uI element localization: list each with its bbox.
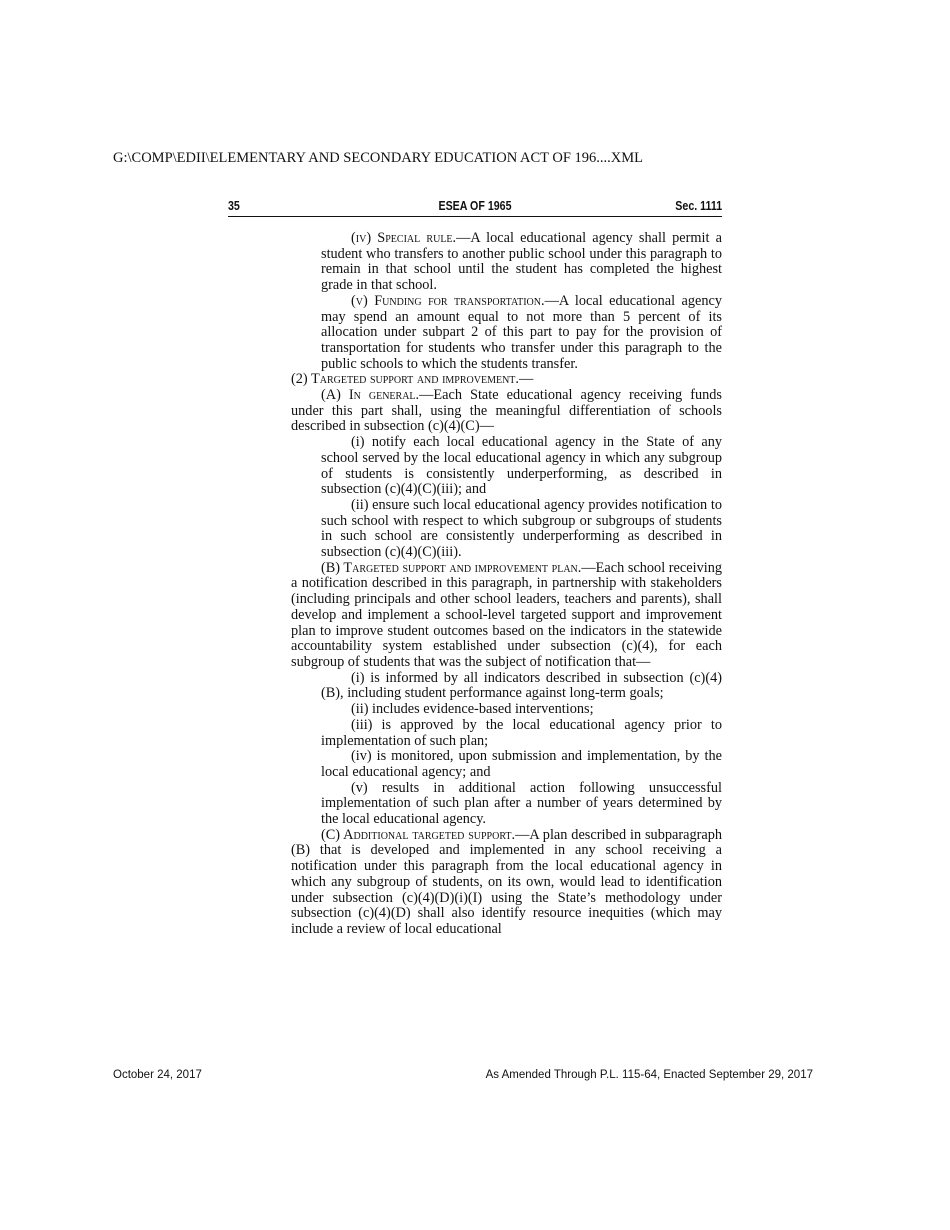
paragraph: (A) In general.—Each State educational agency receiving funds under this part shall, using the meaningful differentiation of schools described in subsection (c)(4)(C)— xyxy=(291,387,722,435)
section-number: Sec. 1111 xyxy=(675,198,722,213)
paragraph: (iv) Special rule.—A local educational agency shall permit a student who transfers to another public school under this paragraph to remain in that school until the student has completed the highest grade in that school. xyxy=(321,230,723,294)
paragraph: (B) Targeted support and improvement plan.—Each school receiving a notification described in this paragraph, in partnership with stakeholders (including principals and other school leaders, teachers and parents), shall develop and implement a school-level targeted support and improvement plan to improve student outcomes based on the indicators in the statewide accountability system established under subsection (c)(4), for each subgroup of students that was the subject of notification that— xyxy=(291,559,722,670)
paragraph: (ii) includes evidence-based interventions; xyxy=(351,701,594,718)
paragraph: (C) Additional targeted support.—A plan described in subparagraph (B) that is developed and implemented in any school receiving a notification under this paragraph from the local educational agency in which any subgroup of students, on its own, would lead to identification under subsection (c)(4)(D)(i)(I) using the State’s methodology under subsection (c)(4)(D) shall also identify resource inequities (which may include a review of local educational xyxy=(291,826,722,937)
page-number: 35 xyxy=(228,198,240,213)
file-path: G:\COMP\EDII\ELEMENTARY AND SECONDARY EDUCATION ACT OF 196....XML xyxy=(113,150,643,166)
running-head xyxy=(228,198,722,217)
paragraph: (v) results in additional action following unsuccessful implementation of such plan after a number of years determined by the local educational agency. xyxy=(321,779,722,828)
paragraph: (ii) ensure such local educational agency provides notification to such school with respect to which subgroup or subgroups of students in such school are consistently underperforming as described in subsection (c)(4)(C)(iii). xyxy=(321,496,722,561)
paragraph: (i) notify each local educational agency in the State of any school served by the local educational agency in which any subgroup of students is consistently underperforming, as described in subsection (c)(4)(C)(iii); and xyxy=(321,434,722,498)
paragraph: (i) is informed by all indicators described in subsection (c)(4)(B), including student performance against long-term goals; xyxy=(321,669,722,702)
paragraph: (2) Targeted support and improvement.— xyxy=(291,371,534,388)
document-body xyxy=(291,231,722,938)
paragraph: (iii) is approved by the local educational agency prior to implementation of such plan; xyxy=(321,716,722,749)
running-title: ESEA OF 1965 xyxy=(438,198,512,213)
footer-date: October 24, 2017 xyxy=(113,1069,202,1081)
footer-amendment-note: As Amended Through P.L. 115-64, Enacted September 29, 2017 xyxy=(485,1069,813,1081)
paragraph: (v) Funding for transportation.—A local educational agency may spend an amount equal to not more than 5 percent of its allocation under subpart 2 of this part to pay for the provision of transportation for students who transfer under this paragraph to the public schools to which the students transfer. xyxy=(321,292,723,372)
paragraph: (iv) is monitored, upon submission and implementation, by the local educational agency; and xyxy=(321,748,722,780)
